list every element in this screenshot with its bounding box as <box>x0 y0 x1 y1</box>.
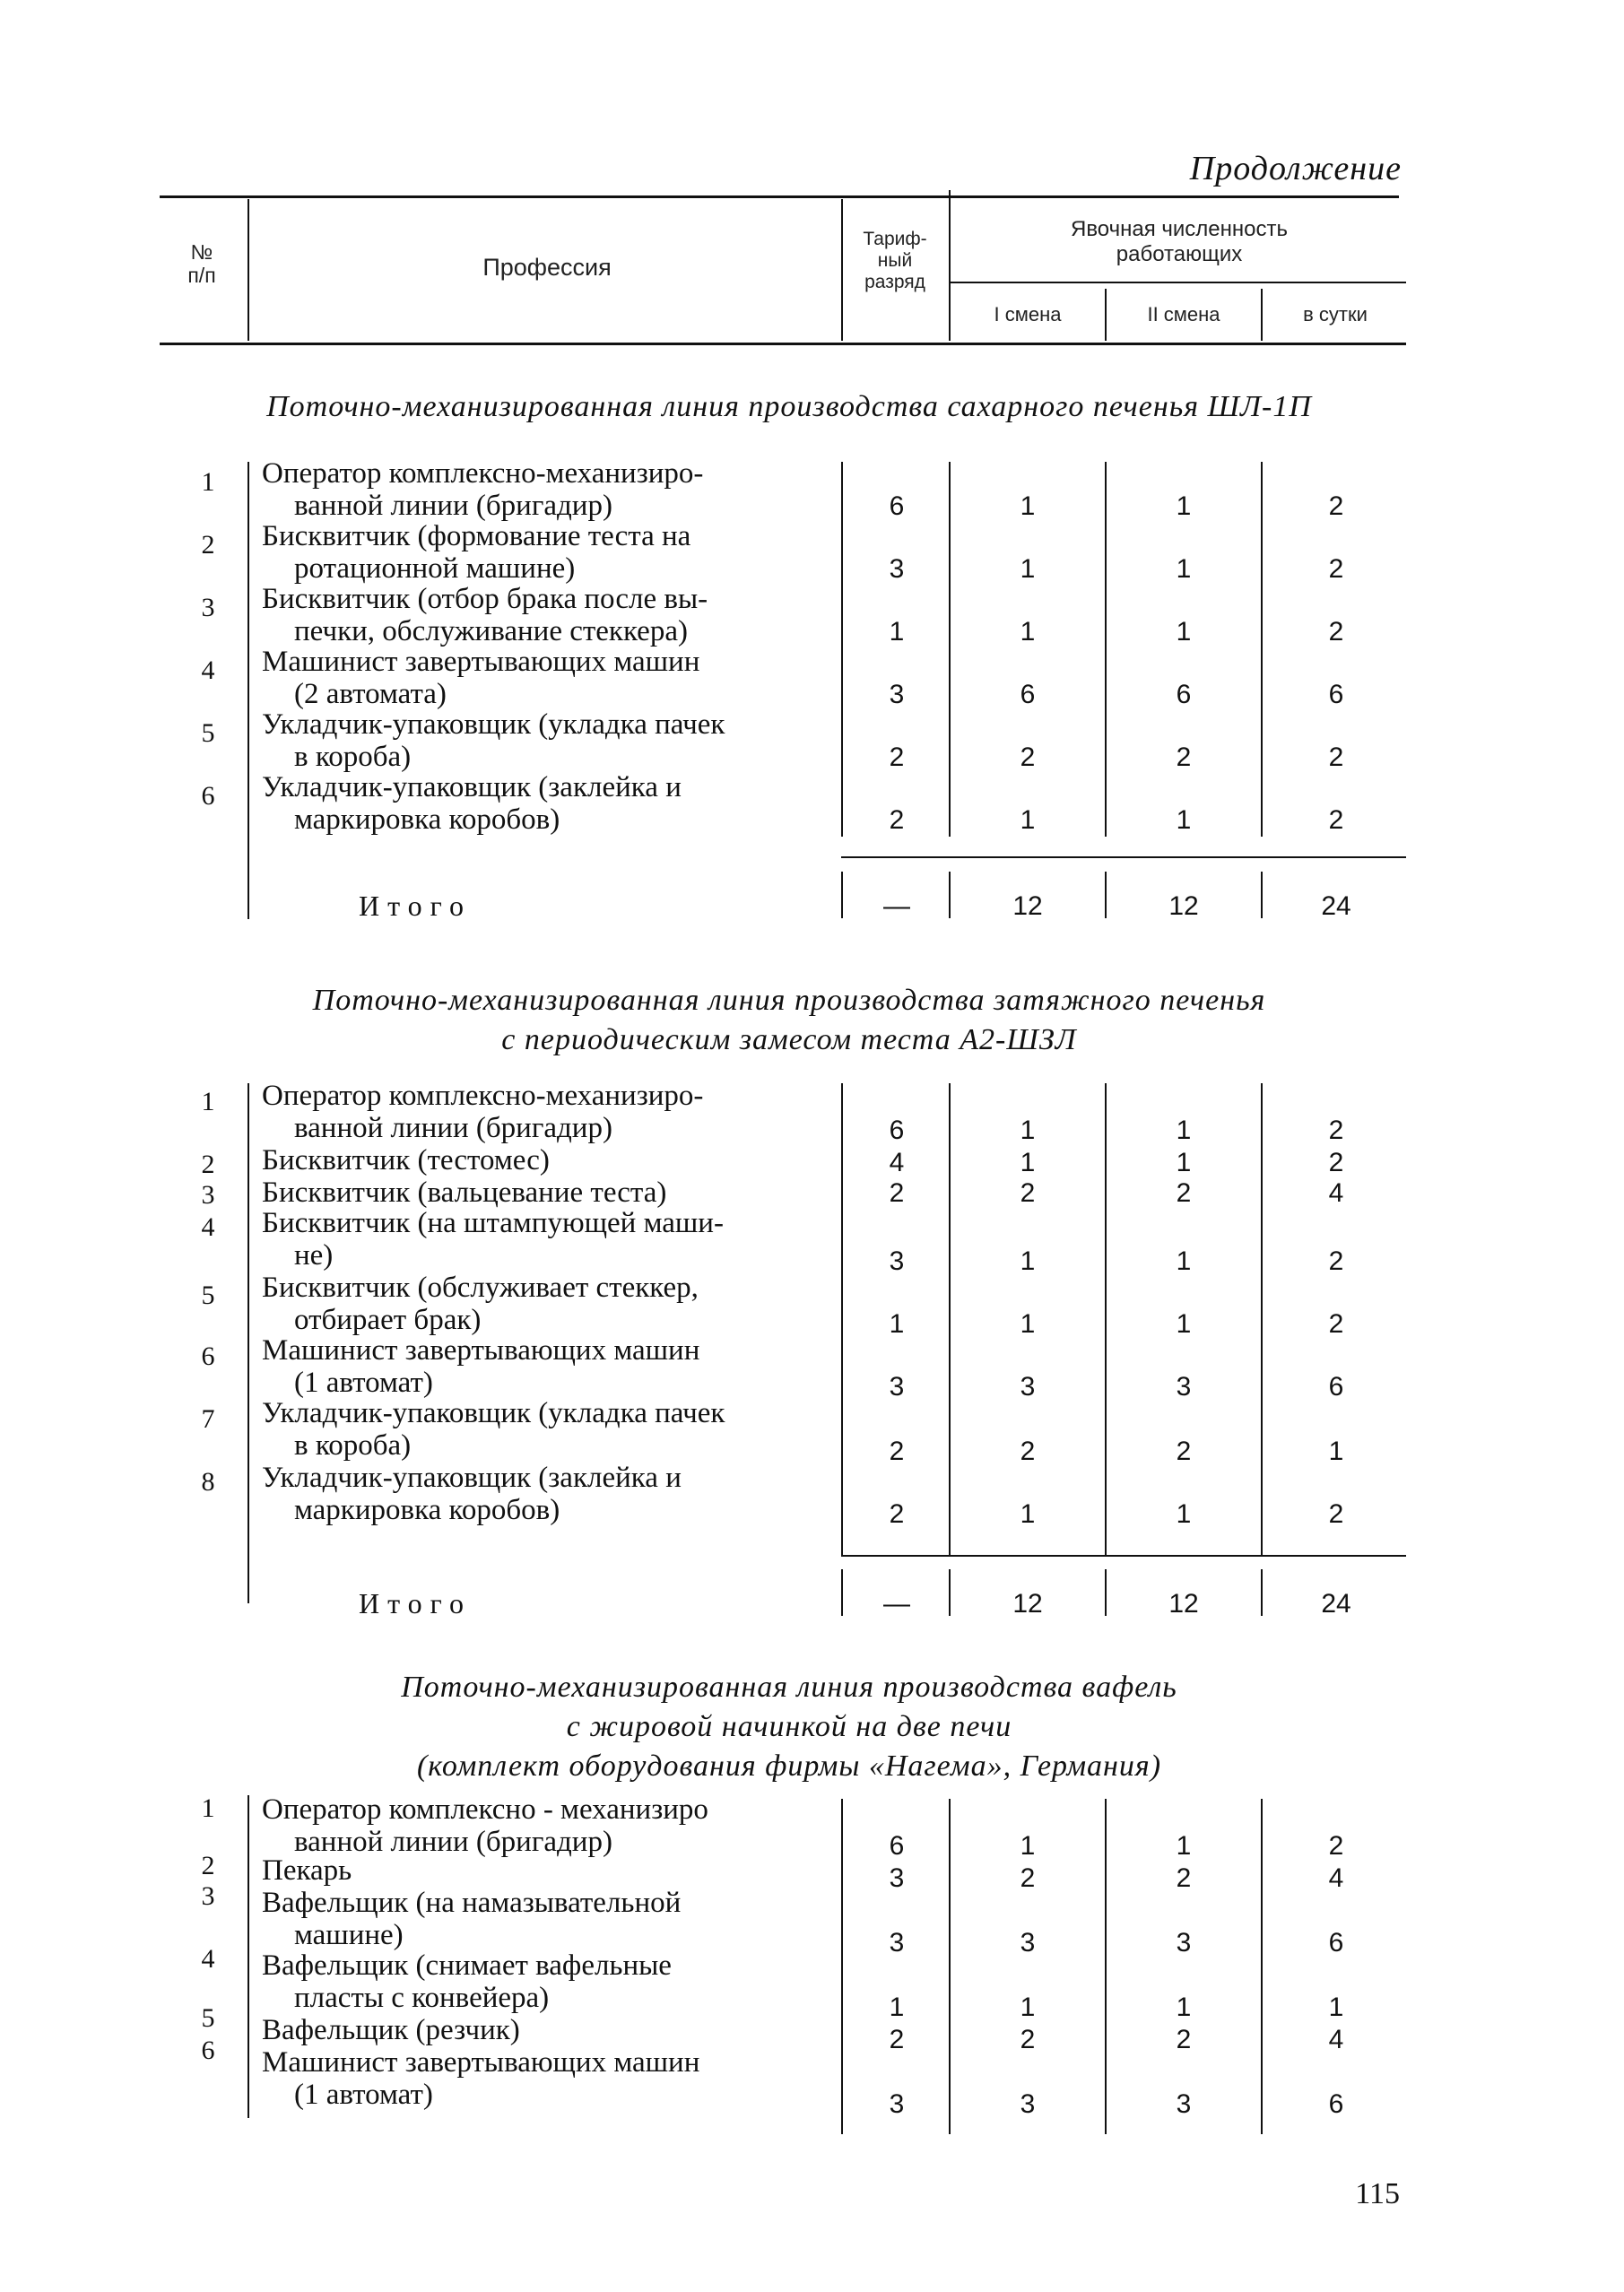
row-number: 5 <box>201 2003 215 2033</box>
header-divider-5 <box>1261 289 1263 341</box>
row-number: 3 <box>201 1881 215 1911</box>
shift2-cell: 2 <box>1176 1863 1192 1893</box>
shift2-total: 12 <box>1168 1589 1199 1619</box>
shift1-cell: 1 <box>1020 491 1036 521</box>
profession-line: Бисквитчик (тестомес) <box>262 1144 550 1176</box>
row-number: 1 <box>201 467 215 497</box>
header-shift1: I смена <box>994 303 1062 326</box>
page-number: 115 <box>1355 2177 1400 2210</box>
header-divider-1 <box>248 199 249 341</box>
row-number: 4 <box>201 1212 215 1242</box>
profession-cell <box>262 771 836 836</box>
per-day-cell: 6 <box>1328 2089 1344 2119</box>
row-number: 4 <box>201 1944 215 1974</box>
per-day-cell: 2 <box>1328 554 1344 584</box>
profession-line: ванной линии (бригадир) <box>294 490 612 522</box>
profession-line: Бисквитчик (обслуживает стеккер, <box>262 1272 699 1304</box>
shift1-cell: 1 <box>1020 1831 1036 1861</box>
grade-cell: 4 <box>889 1148 905 1177</box>
profession-line: Вафельщик (резчик) <box>262 2014 520 2046</box>
section-title: Поточно-механизированная линия производства затяжного печенья с периодическим замесом теста А2-ШЗЛ <box>312 984 1266 1056</box>
grade-cell: 1 <box>889 1992 905 2022</box>
grade-cell: 2 <box>889 805 905 835</box>
profession-cell <box>262 1207 836 1272</box>
grade-cell: 3 <box>889 2089 905 2119</box>
column-line <box>1105 462 1107 837</box>
profession-line: Оператор комплексно-механизиро- <box>262 1080 704 1112</box>
profession-line: Укладчик-упаковщик (заклейка и <box>262 771 682 803</box>
shift2-cell: 1 <box>1176 491 1192 521</box>
grade-cell: 1 <box>889 617 905 647</box>
section-title: Поточно-механизированная линия производства вафель с жировой начинкой на две печи (комплект оборудования фирмы «Нагема», Германия) <box>401 1671 1177 1783</box>
shift1-cell: 3 <box>1020 1372 1036 1402</box>
shift2-cell: 1 <box>1176 1309 1192 1339</box>
profession-line: маркировка коробов) <box>294 1494 560 1526</box>
total-label: Итого <box>359 1587 472 1619</box>
grade-cell: 2 <box>889 1178 905 1208</box>
profession-line: ванной линии (бригадир) <box>294 1826 612 1858</box>
column-line <box>841 872 843 918</box>
per-day-cell: 1 <box>1328 1437 1344 1466</box>
column-line <box>949 1083 951 1555</box>
shift2-cell: 2 <box>1176 1437 1192 1466</box>
shift2-cell: 1 <box>1176 1992 1192 2022</box>
grade-cell: 2 <box>889 2025 905 2054</box>
shift2-cell: 1 <box>1176 1246 1192 1276</box>
row-number: 6 <box>201 781 215 811</box>
shift1-cell: 1 <box>1020 805 1036 835</box>
shift1-cell: 3 <box>1020 1928 1036 1958</box>
shift2-cell: 1 <box>1176 1148 1192 1177</box>
profession-line: маркировка коробов) <box>294 803 560 836</box>
profession-cell <box>262 583 836 647</box>
profession-line: ванной линии (бригадир) <box>294 1112 612 1144</box>
profession-cell <box>262 1144 836 1176</box>
header-per-day: в сутки <box>1303 303 1368 326</box>
row-number: 7 <box>201 1404 215 1434</box>
per-day-total: 24 <box>1321 1589 1351 1619</box>
shift2-cell: 1 <box>1176 1116 1192 1145</box>
row-number: 1 <box>201 1087 215 1116</box>
profession-cell <box>262 1887 836 1951</box>
grade-cell: 2 <box>889 1437 905 1466</box>
column-line <box>1261 1799 1263 2134</box>
grade-cell: — <box>883 1589 910 1619</box>
grade-cell: 6 <box>889 491 905 521</box>
header-num: № п/п <box>187 240 216 288</box>
header-bottom-rule <box>160 343 1406 345</box>
profession-cell <box>262 457 836 522</box>
column-line <box>1105 872 1107 918</box>
grade-cell: 6 <box>889 1831 905 1861</box>
per-day-cell: 2 <box>1328 491 1344 521</box>
shift2-cell: 2 <box>1176 1178 1192 1208</box>
per-day-cell: 6 <box>1328 680 1344 709</box>
column-line <box>841 1799 843 2134</box>
shift2-cell: 1 <box>1176 1831 1192 1861</box>
profession-line: ротационной машине) <box>294 552 576 585</box>
grade-cell: 3 <box>889 1372 905 1402</box>
profession-cell <box>262 1272 836 1336</box>
column-line <box>248 462 249 919</box>
per-day-cell: 2 <box>1328 1148 1344 1177</box>
profession-line: в короба) <box>294 741 412 773</box>
profession-cell <box>262 1854 836 1887</box>
shift1-cell: 1 <box>1020 1116 1036 1145</box>
per-day-cell: 6 <box>1328 1928 1344 1958</box>
shift1-cell: 1 <box>1020 1309 1036 1339</box>
grade-cell: 3 <box>889 554 905 584</box>
profession-line: Вафельщик (на намазывательной <box>262 1887 682 1919</box>
grade-cell: — <box>883 891 910 921</box>
header-profession: Профессия <box>482 254 612 281</box>
row-number: 8 <box>201 1467 215 1497</box>
grade-cell: 3 <box>889 1863 905 1893</box>
shift1-cell: 1 <box>1020 1246 1036 1276</box>
profession-cell <box>262 1462 836 1526</box>
profession-line: машине) <box>294 1919 404 1951</box>
header-sub-rule <box>949 282 1406 283</box>
profession-line: Укладчик-упаковщик (заклейка и <box>262 1462 682 1494</box>
header-attendance: Явочная численность работающих <box>1070 217 1288 266</box>
row-number: 5 <box>201 1281 215 1310</box>
profession-cell <box>262 520 836 585</box>
per-day-cell: 2 <box>1328 1246 1344 1276</box>
profession-line: печки, обслуживание стеккера) <box>294 615 688 647</box>
column-line <box>1105 1083 1107 1555</box>
grade-cell: 1 <box>889 1309 905 1339</box>
column-line <box>841 1083 843 1555</box>
shift2-cell: 3 <box>1176 1372 1192 1402</box>
shift2-total: 12 <box>1168 891 1199 921</box>
shift1-total: 12 <box>1012 891 1043 921</box>
profession-line: не) <box>294 1239 334 1272</box>
continuation-label: Продолжение <box>1189 150 1402 187</box>
column-line <box>841 462 843 837</box>
header-divider-4 <box>1105 289 1107 341</box>
per-day-cell: 2 <box>1328 1116 1344 1145</box>
per-day-cell: 4 <box>1328 1178 1344 1208</box>
profession-line: отбирает брак) <box>294 1304 482 1336</box>
profession-cell <box>262 1949 836 2014</box>
profession-line: Машинист завертывающих машин <box>262 646 700 678</box>
shift1-cell: 2 <box>1020 1863 1036 1893</box>
profession-cell <box>262 708 836 773</box>
column-line <box>1261 462 1263 837</box>
section-title: Поточно-механизированная линия производства сахарного печенья ШЛ-1П <box>266 390 1312 423</box>
profession-line: Машинист завертывающих машин <box>262 2046 700 2079</box>
column-line <box>1261 872 1263 918</box>
profession-line: Бисквитчик (на штампующей маши- <box>262 1207 724 1239</box>
profession-line: Машинист завертывающих машин <box>262 1334 700 1367</box>
profession-cell <box>262 1334 836 1399</box>
profession-cell <box>262 1080 836 1144</box>
profession-line: Бисквитчик (вальцевание теста) <box>262 1176 667 1209</box>
shift1-total: 12 <box>1012 1589 1043 1619</box>
shift2-cell: 1 <box>1176 554 1192 584</box>
profession-line: Оператор комплексно - механизиро <box>262 1793 708 1826</box>
profession-line: Бисквитчик (отбор брака после вы- <box>262 583 708 615</box>
profession-line: Бисквитчик (формование теста на <box>262 520 691 552</box>
shift2-cell: 2 <box>1176 742 1192 772</box>
per-day-cell: 2 <box>1328 617 1344 647</box>
per-day-cell: 2 <box>1328 1309 1344 1339</box>
shift1-cell: 6 <box>1020 680 1036 709</box>
row-number: 6 <box>201 1341 215 1371</box>
shift2-cell: 3 <box>1176 1928 1192 1958</box>
per-day-cell: 2 <box>1328 1499 1344 1529</box>
grade-cell: 3 <box>889 1928 905 1958</box>
profession-line: Оператор комплексно-механизиро- <box>262 457 704 490</box>
shift2-cell: 1 <box>1176 805 1192 835</box>
grade-cell: 2 <box>889 1499 905 1529</box>
per-day-cell: 1 <box>1328 1992 1344 2022</box>
shift1-cell: 2 <box>1020 2025 1036 2054</box>
column-line <box>949 462 951 837</box>
profession-cell <box>262 1397 836 1462</box>
shift2-cell: 1 <box>1176 617 1192 647</box>
profession-line: Пекарь <box>262 1854 352 1887</box>
per-day-cell: 4 <box>1328 1863 1344 1893</box>
profession-cell <box>262 646 836 710</box>
profession-line: Вафельщик (снимает вафельные <box>262 1949 672 1982</box>
profession-line: Укладчик-упаковщик (укладка пачек <box>262 708 725 741</box>
row-number: 5 <box>201 718 215 748</box>
shift2-cell: 2 <box>1176 2025 1192 2054</box>
profession-line: пласты с конвейера) <box>294 1982 550 2014</box>
grade-cell: 3 <box>889 1246 905 1276</box>
per-day-cell: 2 <box>1328 742 1344 772</box>
grade-cell: 6 <box>889 1116 905 1145</box>
shift1-cell: 1 <box>1020 554 1036 584</box>
column-line <box>248 1083 249 1603</box>
profession-cell <box>262 2046 836 2111</box>
profession-line: (1 автомат) <box>294 2079 433 2111</box>
row-number: 3 <box>201 1180 215 1210</box>
per-day-cell: 2 <box>1328 805 1344 835</box>
per-day-total: 24 <box>1321 891 1351 921</box>
column-line <box>949 1569 951 1616</box>
column-line <box>1105 1799 1107 2134</box>
header-shift2: II смена <box>1147 303 1220 326</box>
profession-line: в короба) <box>294 1429 412 1462</box>
total-rule <box>841 856 1406 858</box>
column-line <box>1105 1569 1107 1616</box>
header-top-rule <box>160 195 1399 198</box>
row-number: 4 <box>201 655 215 685</box>
shift1-cell: 3 <box>1020 2089 1036 2119</box>
shift1-cell: 2 <box>1020 1437 1036 1466</box>
row-number: 3 <box>201 593 215 622</box>
grade-cell: 2 <box>889 742 905 772</box>
shift2-cell: 6 <box>1176 680 1192 709</box>
profession-cell <box>262 1793 836 1858</box>
shift1-cell: 1 <box>1020 1992 1036 2022</box>
per-day-cell: 6 <box>1328 1372 1344 1402</box>
row-number: 1 <box>201 1793 215 1823</box>
column-line <box>949 872 951 918</box>
shift2-cell: 1 <box>1176 1499 1192 1529</box>
shift1-cell: 1 <box>1020 1148 1036 1177</box>
column-line <box>949 1799 951 2134</box>
shift1-cell: 1 <box>1020 1499 1036 1529</box>
column-line <box>248 1795 249 2118</box>
column-line <box>1261 1569 1263 1616</box>
grade-cell: 3 <box>889 680 905 709</box>
row-number: 2 <box>201 1150 215 1179</box>
row-number: 2 <box>201 530 215 560</box>
profession-line: Укладчик-упаковщик (укладка пачек <box>262 1397 725 1429</box>
total-label: Итого <box>359 890 472 922</box>
profession-line: (2 автомата) <box>294 678 447 710</box>
per-day-cell: 4 <box>1328 2025 1344 2054</box>
header-grade: Тариф- ный разряд <box>863 229 927 293</box>
per-day-cell: 2 <box>1328 1831 1344 1861</box>
shift1-cell: 2 <box>1020 1178 1036 1208</box>
shift1-cell: 1 <box>1020 617 1036 647</box>
profession-cell <box>262 2014 836 2046</box>
shift2-cell: 3 <box>1176 2089 1192 2119</box>
profession-cell <box>262 1176 836 1209</box>
total-rule <box>841 1555 1406 1557</box>
column-line <box>1261 1083 1263 1555</box>
shift1-cell: 2 <box>1020 742 1036 772</box>
profession-line: (1 автомат) <box>294 1367 433 1399</box>
column-line <box>841 1569 843 1616</box>
row-number: 6 <box>201 2036 215 2065</box>
row-number: 2 <box>201 1851 215 1880</box>
